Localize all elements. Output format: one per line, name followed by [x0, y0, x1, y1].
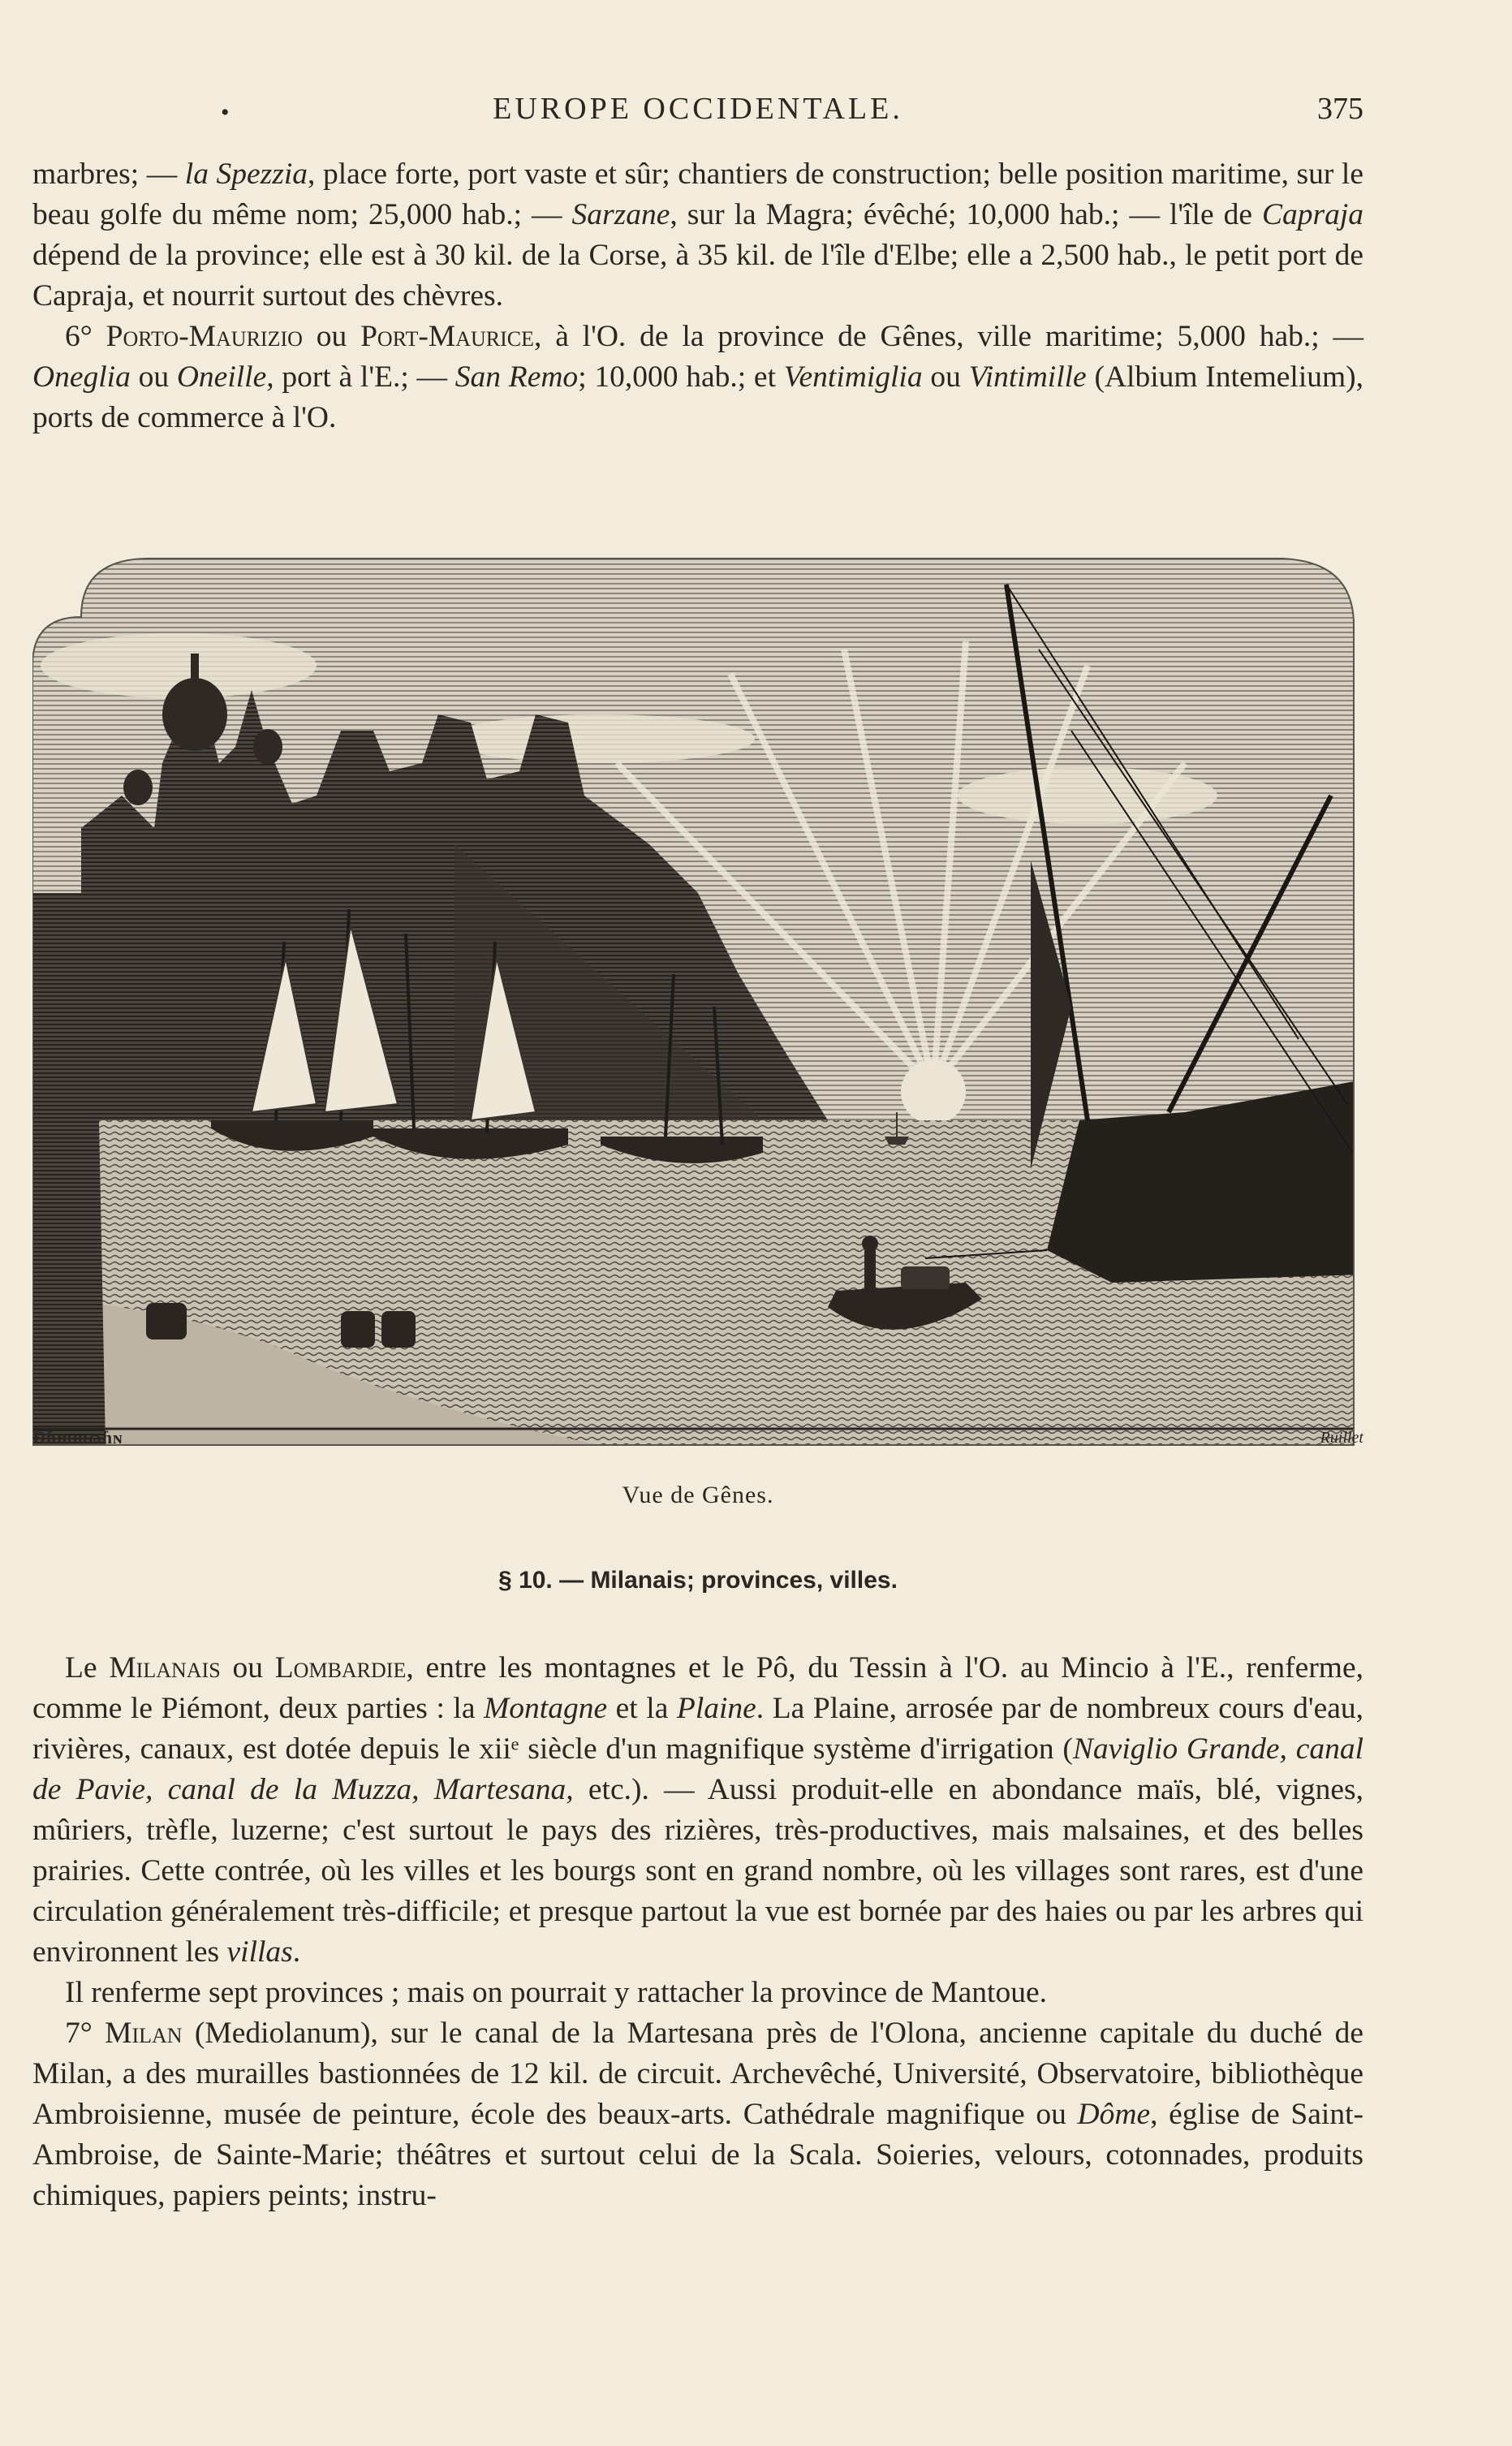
figure-caption: Vue de Gênes.	[622, 1482, 774, 1508]
paragraph-porto-maurizio: 6° Porto-Maurizio ou Port-Maurice, à l'O. de la province de Gênes, ville maritime; 5,000 hab.; — Oneglia ou Oneille, port à l'E.; — San Remo; 10,000 hab.; et Ventimiglia ou Vintimille (Albium Intemelium), ports de commerce à l'O.	[32, 320, 1364, 434]
paragraph-milan: 7° Milan (Mediolanum), sur le canal de la Martesana près de l'Olona, ancienne capitale du duché de Milan, a des murailles bastionnées de 12 kil. de circuit. Archevêché, Université, Observatoire, bibliothèque Ambroisienne, musée de peinture, école des beaux-arts. Cathédrale magnifique ou Dôme, église de Saint-Ambroise, de Sainte-Marie; théâtres et surtout celui de la Scala. Soieries, velours, cotonnades, produits chimiques, papiers peints; instru-	[32, 2017, 1363, 2212]
header-dot: •	[221, 99, 230, 126]
page-number: 375	[1317, 92, 1363, 126]
engraving-view-of-genoa	[32, 552, 1363, 1453]
paragraph-provinces: Il renferme sept provinces ; mais on pourrait y rattacher la province de Mantoue.	[65, 1976, 1047, 2009]
paragraph-la-spezzia: marbres; — la Spezzia, place forte, port vaste et sûr; chantiers de construction; belle position maritime, sur le beau golfe du même nom; 25,000 hab.; — Sarzane, sur la Magra; évêché; 10,000 hab.; — l'île de Capraja dépend de la province; elle est à 30 kil. de la Corse, à 35 kil. de l'île d'Elbe; elle a 2,500 hab., le petit port de Capraja, et nourrit surtout des chèvres.	[32, 157, 1363, 313]
artist-signature: Ruillet	[1320, 1429, 1363, 1447]
header-title: EUROPE OCCIDENTALE.	[493, 92, 903, 126]
bottom-text-block	[32, 1648, 1363, 2216]
top-text-block	[32, 154, 1363, 438]
engraving-illustration	[32, 552, 1363, 1453]
paragraph-milanais: Le Milanais ou Lombardie, entre les montagnes et le Pô, du Tessin à l'O. au Mincio à l'E., renferme, comme le Piémont, deux parties : la Montagne et la Plaine. La Plaine, arrosée par de nombreux cours d'eau, rivières, canaux, est dotée depuis le xiiᵉ siècle d'un magnifique système d'irrigation (Naviglio Grande, canal de Pavie, canal de la Muzza, Martesana, etc.). — Aussi produit-elle en abondance maïs, blé, vignes, mûriers, trèfle, luzerne; c'est surtout le pays des rizières, très-productives, mais malsaines, et des belles prairies. Cette contrée, où les villes et les bourgs sont en grand nombre, où les villages sont rares, est d'une circulation généralement très-difficile; et presque partout la vue est bornée par des haies ou par les arbres qui environnent les villas.	[32, 1651, 1364, 1969]
running-header	[32, 91, 1363, 140]
section-heading: § 10. — Milanais; provinces, villes.	[498, 1567, 898, 1594]
engraver-signature: Ɖɦɯɯɷɦɴ	[32, 1427, 123, 1447]
